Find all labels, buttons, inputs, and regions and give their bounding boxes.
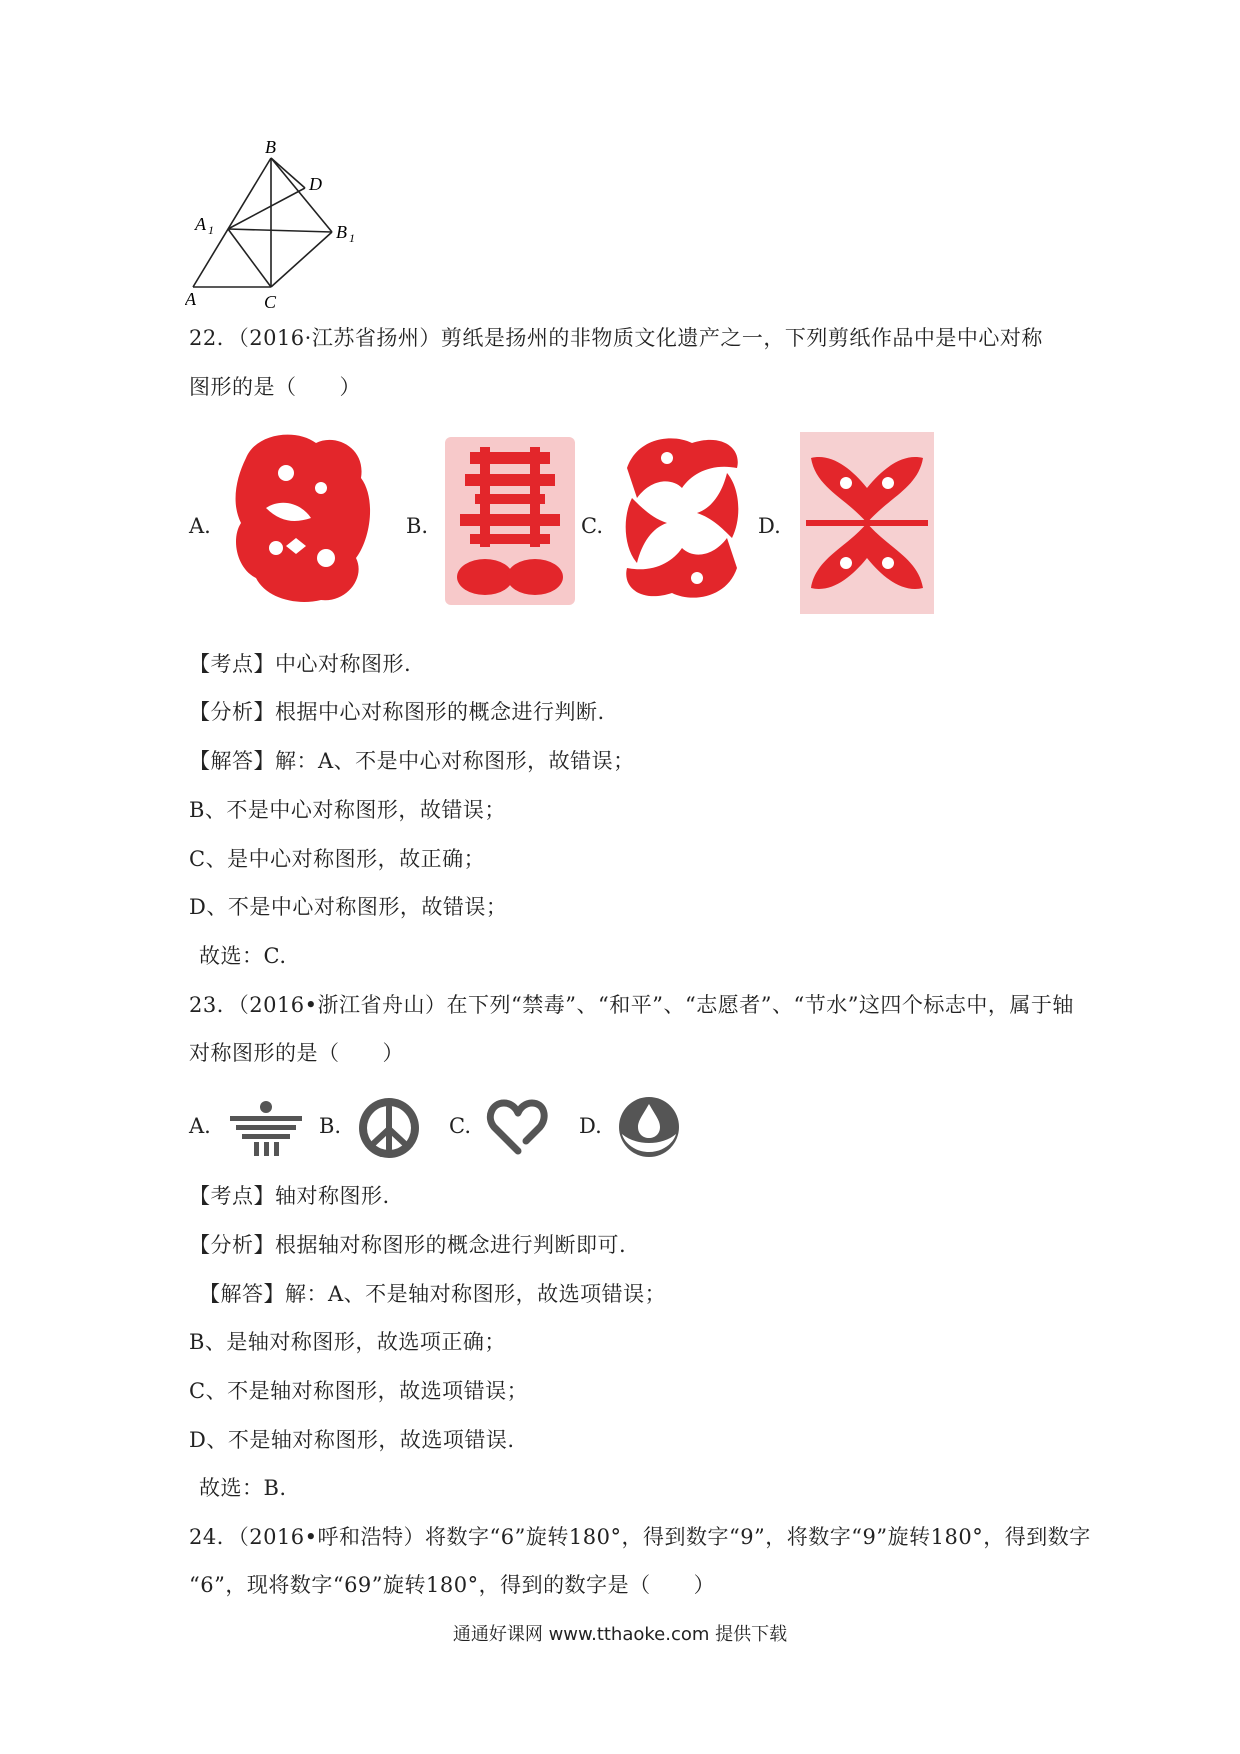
q22-option-c-label: C.: [581, 514, 603, 538]
papercut-monkey-image: [226, 428, 386, 608]
q23-option-c-explanation: C、不是轴对称图形，故选项错误；: [189, 1379, 529, 1403]
q22-option-c-explanation: C、是中心对称图形，故正确；: [189, 847, 486, 871]
q22-option-b-label: B.: [406, 514, 429, 538]
q22-stem-line2: 图形的是（ ）: [189, 375, 361, 399]
volunteer-heart-icon: [486, 1097, 550, 1157]
q22-stem-line1: 22．（2016·江苏省扬州）剪纸是扬州的非物质文化遗产之一，下列剪纸作品中是中心对称: [189, 326, 1043, 350]
label-B: B: [265, 140, 276, 157]
q22-option-d-explanation: D、不是中心对称图形，故错误；: [189, 895, 508, 919]
q22-fenxi: 【分析】根据中心对称图形的概念进行判断.: [189, 700, 605, 724]
q22-option-b-explanation: B、不是中心对称图形，故错误；: [189, 798, 506, 822]
label-A: A: [185, 289, 196, 309]
papercut-double-happiness-image: [440, 432, 580, 610]
q24-stem-line1: 24．（2016•呼和浩特）将数字“6”旋转180°，得到数字“9”，将数字“9”旋转180°，得到数字: [189, 1525, 1091, 1549]
q23-option-b-label: B.: [319, 1114, 342, 1138]
q23-fenxi: 【分析】根据轴对称图形的概念进行判断即可.: [189, 1233, 627, 1257]
papercut-symmetric-image: [796, 428, 938, 618]
q23-answer: 故选：B.: [199, 1476, 287, 1500]
q24-stem-line2: “6”，现将数字“69”旋转180°，得到的数字是（ ）: [189, 1573, 716, 1597]
q22-option-a-label: A.: [189, 514, 211, 538]
q23-jieda: 【解答】解：A、不是轴对称图形，故选项错误；: [199, 1282, 667, 1306]
label-D: D: [309, 174, 322, 194]
q23-stem-line2: 对称图形的是（ ）: [189, 1041, 404, 1065]
q23-option-b-explanation: B、是轴对称图形，故选项正确；: [189, 1330, 506, 1354]
q23-stem-line1: 23．（2016•浙江省舟山）在下列“禁毒”、“和平”、“志愿者”、“节水”这四个标志中，属于轴: [189, 993, 1074, 1017]
q22-answer: 故选：C.: [199, 944, 287, 968]
papercut-fish-image: [612, 428, 752, 610]
q22-option-d-label: D.: [758, 514, 781, 538]
q23-option-c-label: C.: [449, 1114, 471, 1138]
anti-drug-logo-icon: [228, 1098, 304, 1158]
label-B1: B: [336, 222, 347, 242]
label-C: C: [264, 292, 277, 310]
label-B1-sub: 1: [349, 231, 355, 245]
label-A1-sub: 1: [208, 223, 214, 237]
q22-kaodian: 【考点】中心对称图形.: [189, 652, 412, 676]
q23-option-a-label: A.: [189, 1114, 211, 1138]
q23-option-d-label: D.: [579, 1114, 602, 1138]
page-footer: 通通好课网 www.tthaoke.com 提供下载: [452, 1624, 788, 1645]
water-saving-icon: [616, 1094, 682, 1160]
q22-jieda: 【解答】解：A、不是中心对称图形，故错误；: [189, 749, 635, 773]
q23-kaodian: 【考点】轴对称图形.: [189, 1184, 390, 1208]
geometry-figure: [185, 140, 405, 310]
q23-option-d-explanation: D、不是轴对称图形，故选项错误.: [189, 1428, 515, 1452]
label-A1: A: [195, 214, 206, 234]
peace-symbol-icon: [356, 1095, 422, 1161]
